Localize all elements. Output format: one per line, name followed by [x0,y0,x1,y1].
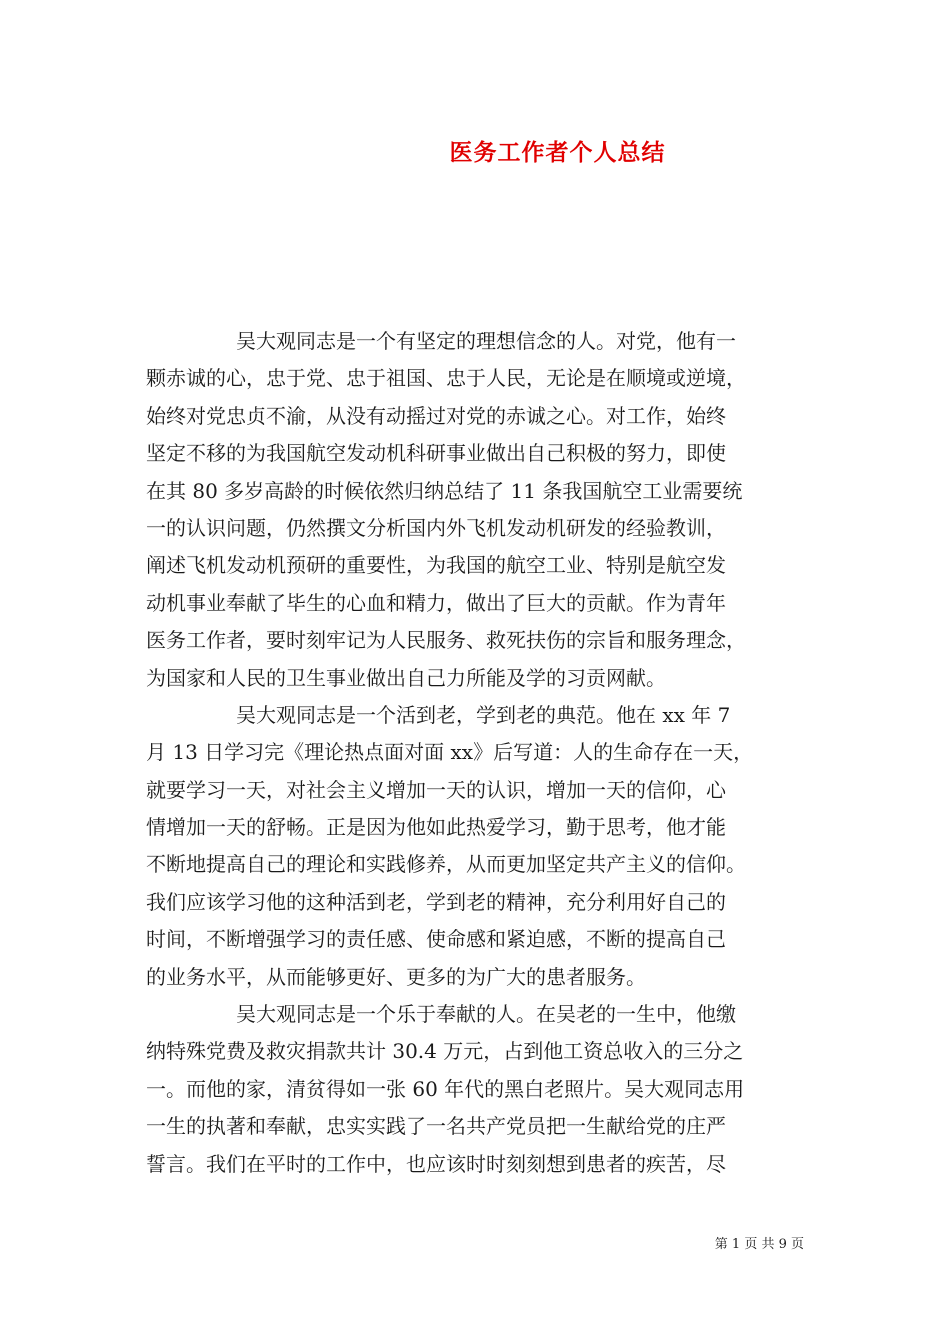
paragraph-line: 月 13 日学习完《理论热点面对面 xx》后写道：人的生命存在一天， [146,740,754,765]
paragraph-line: 就要学习一天，对社会主义增加一天的认识，增加一天的信仰，心 [146,777,726,802]
paragraph-line: 医务工作者，要时刻牢记为人民服务、救死扶伤的宗旨和服务理念， [146,628,746,653]
document-body [146,323,808,1183]
paragraph-line: 在其 80 多岁高龄的时候依然归纳总结了 11 条我国航空工业需要统 [146,478,743,503]
paragraph-line: 吴大观同志是一个活到老，学到老的典范。他在 xx 年 7 [236,702,731,727]
paragraph-line: 时间，不断增强学习的责任感、使命感和紧迫感，不断的提高自己 [146,927,726,952]
paragraph-line: 阐述飞机发动机预研的重要性，为我国的航空工业、特别是航空发 [146,553,726,578]
paragraph-line: 我们应该学习他的这种活到老，学到老的精神，充分利用好自己的 [146,889,726,914]
paragraph-line: 坚定不移的为我国航空发动机科研事业做出自己积极的努力，即使 [146,441,726,466]
paragraph-line: 一的认识问题，仍然撰文分析国内外飞机发动机研发的经验教训， [146,515,726,540]
paragraph-line: 情增加一天的舒畅。正是因为他如此热爱学习，勤于思考，他才能 [146,815,726,840]
paragraph-line: 不断地提高自己的理论和实践修养，从而更加坚定共产主义的信仰。 [146,852,746,877]
page-footer: 第 1 页 共 9 页 [714,1237,804,1252]
paragraph-line: 颗赤诚的心，忠于党、忠于祖国、忠于人民，无论是在顺境或逆境， [146,366,746,391]
paragraph-line: 吴大观同志是一个乐于奉献的人。在吴老的一生中，他缴 [236,1002,736,1027]
paragraph-line: 吴大观同志是一个有坚定的理想信念的人。对党，他有一 [236,329,736,353]
paragraph-line: 纳特殊党费及救灾捐款共计 30.4 万元，占到他工资总收入的三分之 [146,1039,744,1064]
paragraph-line: 誓言。我们在平时的工作中，也应该时时刻刻想到患者的疾苦，尽 [146,1151,726,1176]
paragraph-line: 动机事业奉献了毕生的心血和精力，做出了巨大的贡献。作为青年 [146,590,726,615]
paragraph-line: 始终对党忠贞不渝，从没有动摇过对党的赤诚之心。对工作，始终 [146,403,726,428]
paragraph-line: 的业务水平，从而能够更好、更多的为广大的患者服务。 [146,964,646,989]
paragraph-line: 一。而他的家，清贫得如一张 60 年代的黑白老照片。吴大观同志用 [146,1076,745,1101]
document-title: 医务工作者个人总结 [449,139,666,166]
paragraph-line: 一生的执著和奉献，忠实实践了一名共产党员把一生献给党的庄严 [146,1114,726,1139]
paragraph-line: 为国家和人民的卫生事业做出自己力所能及学的习贡网献。 [146,665,666,690]
